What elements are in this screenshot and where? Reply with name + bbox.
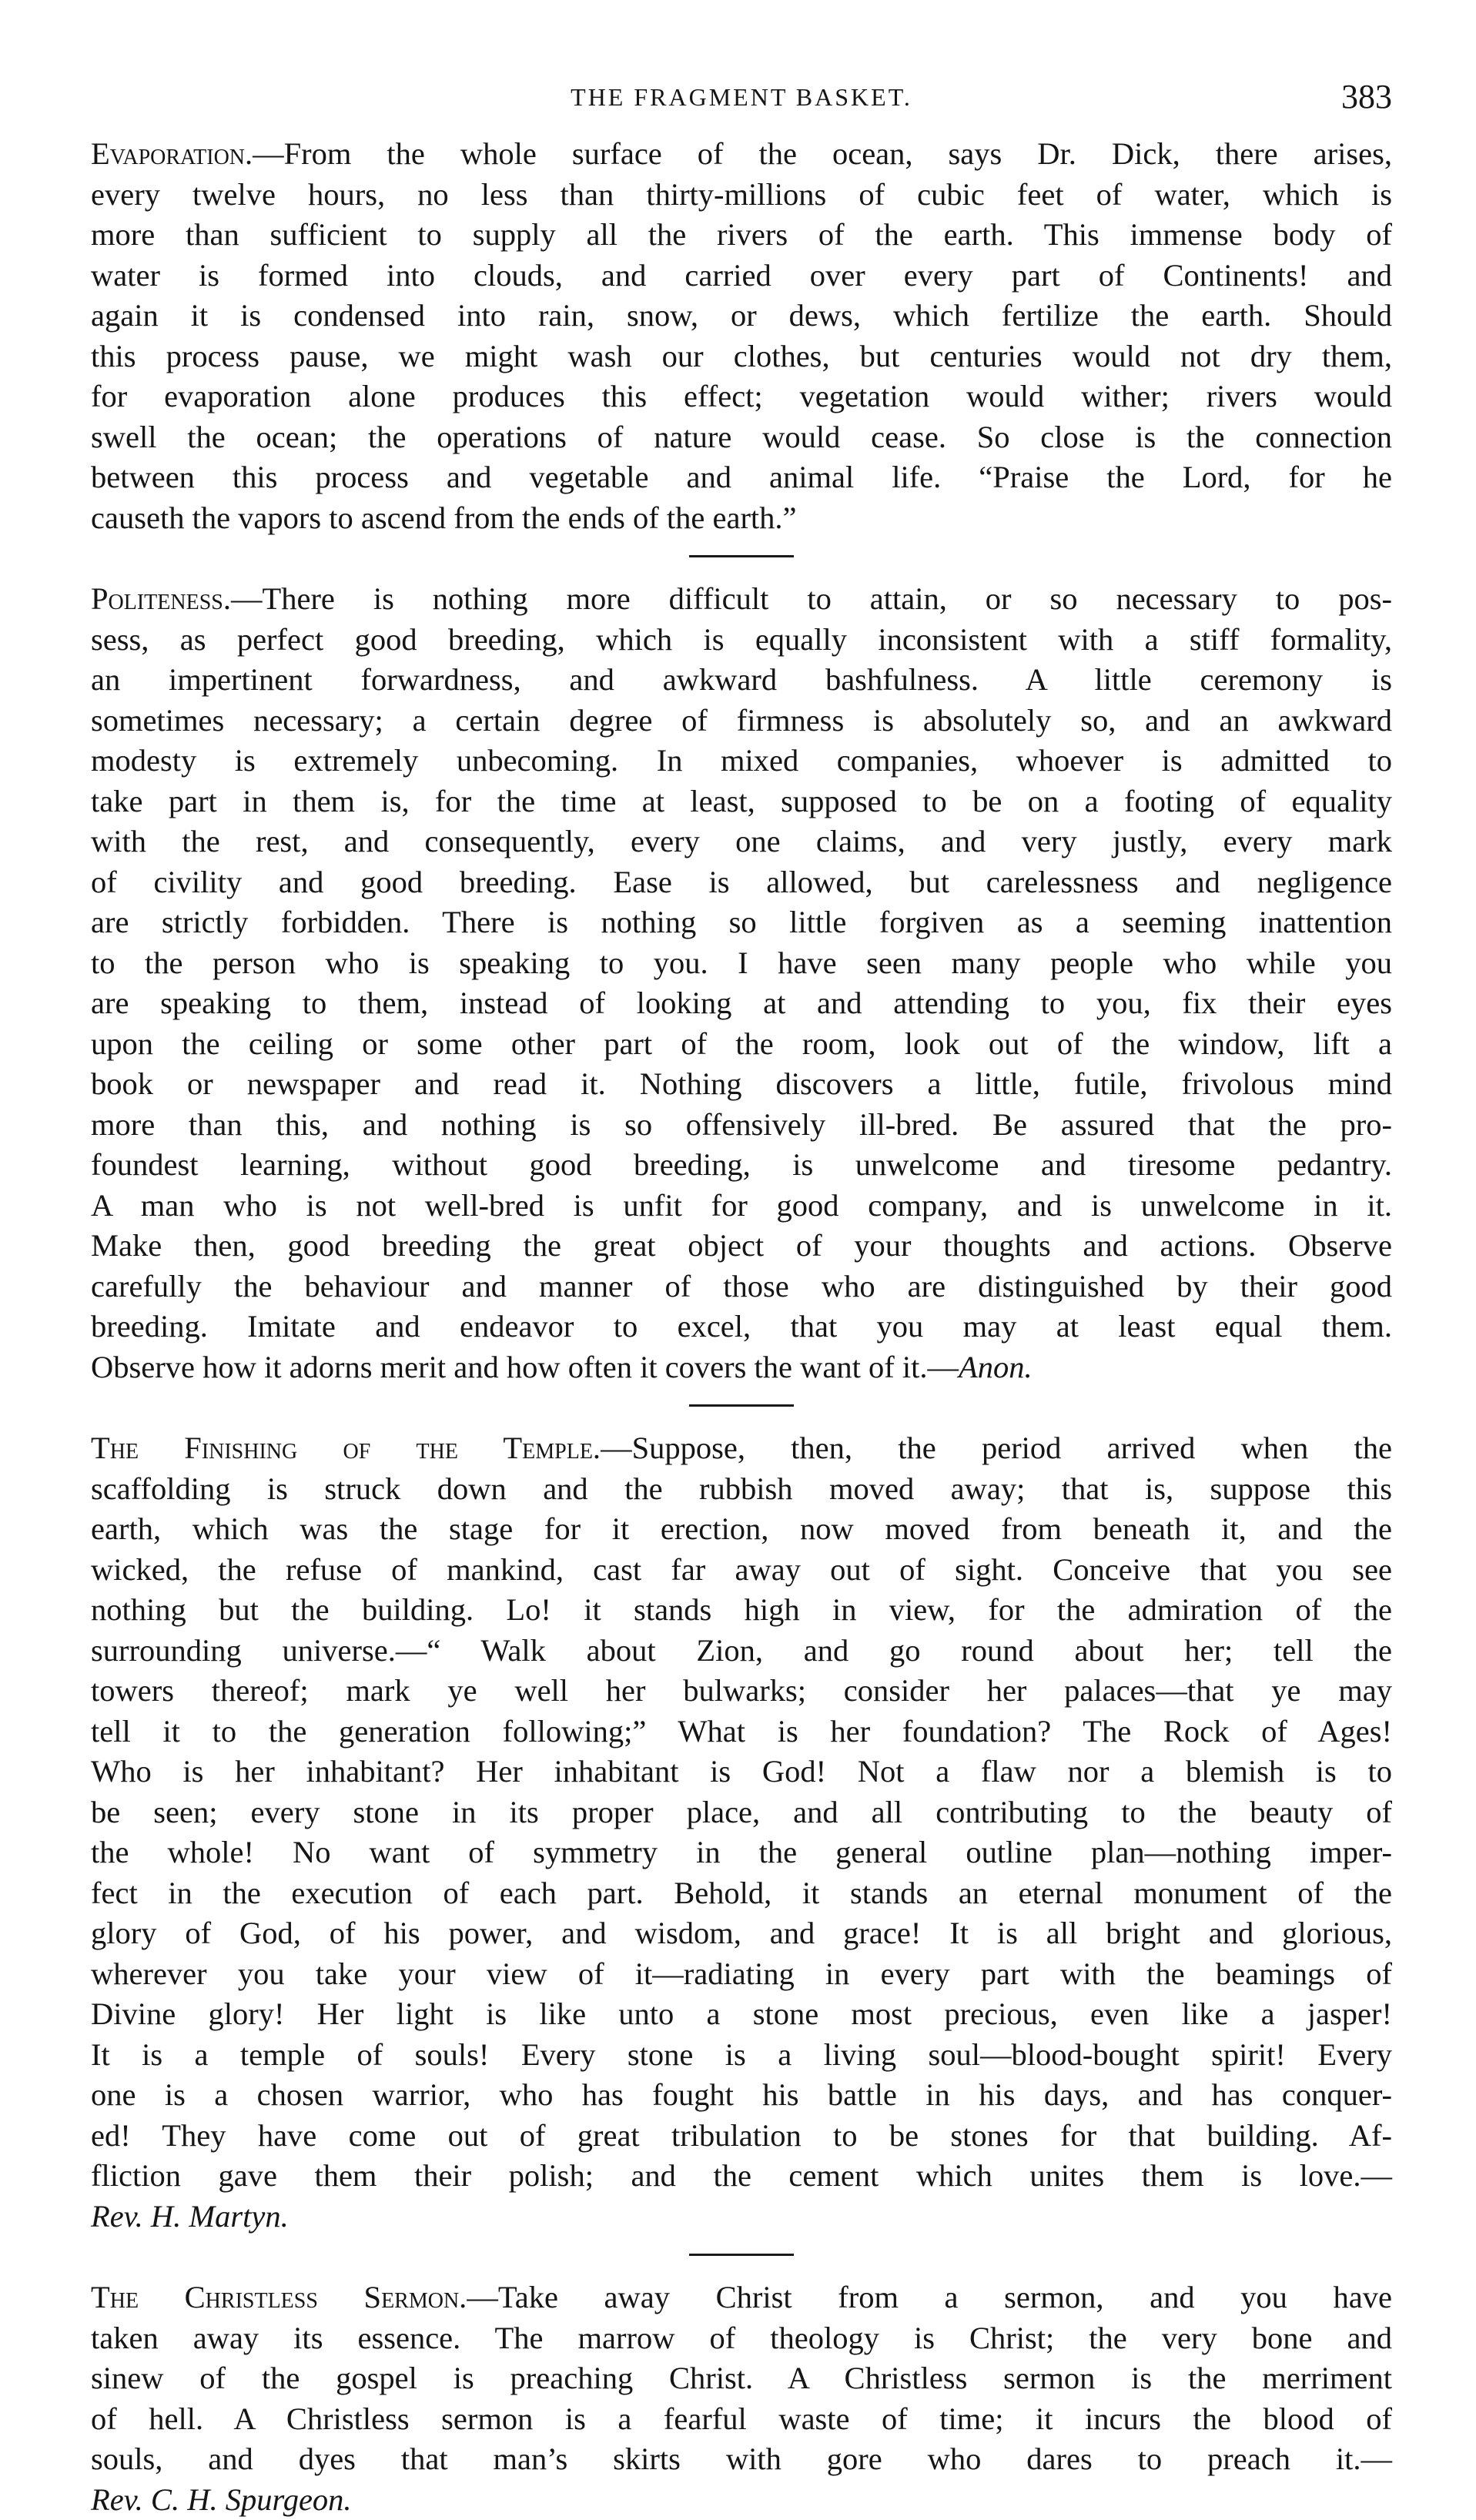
- text-line: [91, 1509, 1392, 1550]
- line-text: for evaporation alone produces this effect; vegetation would wither; rivers would: [91, 379, 1392, 413]
- line-text: the whole! No want of symmetry in the general outline plan—nothing imper-: [91, 1835, 1392, 1869]
- line-text: every twelve hours, no less than thirty-millions of cubic feet of water, which is: [91, 177, 1392, 212]
- line-text: souls, and dyes that man’s skirts with gore who dares to preach it.—: [91, 2441, 1392, 2476]
- text-line: [91, 2156, 1392, 2197]
- article-author: Rev. C. H. Spurgeon.: [91, 2482, 352, 2517]
- line-text: fliction gave them their polish; and the cement which unites them is love.—: [91, 2158, 1392, 2193]
- line-text: are strictly forbidden. There is nothing so little forgiven as a seeming inattention: [91, 905, 1392, 939]
- text-line: [91, 1752, 1392, 1792]
- text-line: [91, 1105, 1392, 1146]
- article-author: Anon.: [959, 1350, 1033, 1384]
- line-text: tell it to the generation following;” What is her foundation? The Rock of Ages!: [91, 1714, 1392, 1749]
- text-line: [91, 1631, 1392, 1672]
- article-title: Evaporation.: [91, 136, 253, 171]
- line-text: are speaking to them, instead of looking at and attending to you, fix their eyes: [91, 986, 1392, 1020]
- text-line: [91, 1267, 1392, 1307]
- line-text: taken away its essence. The marrow of theology is Christ; the very bone and: [91, 2321, 1392, 2355]
- line-text: swell the ocean; the operations of nature would cease. So close is the connection: [91, 420, 1392, 454]
- text-line: [91, 1712, 1392, 1752]
- text-line: [91, 579, 1392, 620]
- line-text: earth, which was the stage for it erection, now moved from beneath it, and the: [91, 1511, 1392, 1546]
- article-title: Politeness.: [91, 581, 231, 616]
- section-divider: [689, 1404, 794, 1407]
- line-text: Who is her inhabitant? Her inhabitant is God! Not a flaw nor a blemish is to: [91, 1754, 1392, 1789]
- text-line: [91, 457, 1392, 498]
- line-text: breeding. Imitate and endeavor to excel, that you may at least equal them.: [91, 1309, 1392, 1344]
- line-text: with the rest, and consequently, every one claims, and very justly, every mark: [91, 824, 1392, 858]
- text-line: [91, 822, 1392, 862]
- text-line: [91, 1226, 1392, 1267]
- line-text: more than sufficient to supply all the rivers of the earth. This immense body of: [91, 217, 1392, 252]
- text-line: [91, 1913, 1392, 1954]
- text-line: [91, 256, 1392, 296]
- line-text: fect in the execution of each part. Behold, it stands an eternal monument of the: [91, 1876, 1392, 1910]
- text-line: [91, 2439, 1392, 2480]
- text-line: [91, 1347, 1392, 1388]
- line-text: —There is nothing more difficult to attain, or so necessary to pos-: [231, 581, 1392, 616]
- text-line: [91, 1469, 1392, 1510]
- text-line: [91, 902, 1392, 943]
- text-line: [91, 943, 1392, 984]
- line-text: upon the ceiling or some other part of the room, look out of the window, lift a: [91, 1026, 1392, 1061]
- running-title: THE FRAGMENT BASKET.: [91, 83, 1392, 112]
- text-line: [91, 1954, 1392, 1995]
- text-line: [91, 2399, 1392, 2440]
- line-text: sinew of the gospel is preaching Christ. A Christless sermon is the merriment: [91, 2361, 1392, 2395]
- article-finishing-of-the-temple: [91, 1428, 1392, 2237]
- text-line: [91, 1550, 1392, 1591]
- line-text: an impertinent forwardness, and awkward bashfulness. A little ceremony is: [91, 662, 1392, 697]
- line-text: It is a temple of souls! Every stone is a living soul—blood-bought spirit! Every: [91, 2037, 1392, 2072]
- text-line: [91, 336, 1392, 377]
- line-text: between this process and vegetable and animal life. “Praise the Lord, for he: [91, 460, 1392, 494]
- line-text: carefully the behaviour and manner of those who are distinguished by their good: [91, 1269, 1392, 1304]
- article-author: Rev. H. Martyn.: [91, 2199, 289, 2234]
- text-line: [91, 1428, 1392, 1469]
- text-line: [91, 1024, 1392, 1065]
- article-christless-sermon: [91, 2277, 1392, 2520]
- line-text: again it is condensed into rain, snow, or dews, which fertilize the earth. Should: [91, 298, 1392, 333]
- text-line: [91, 1994, 1392, 2035]
- text-line: [91, 175, 1392, 216]
- line-text: sometimes necessary; a certain degree of firmness is absolutely so, and an awkward: [91, 703, 1392, 738]
- text-line: [91, 296, 1392, 336]
- line-text: Make then, good breeding the great object of your thoughts and actions. Observe: [91, 1228, 1392, 1263]
- line-text: book or newspaper and read it. Nothing discovers a little, futile, frivolous mind: [91, 1066, 1392, 1101]
- text-line: [91, 1832, 1392, 1873]
- line-text: water is formed into clouds, and carried over every part of Continents! and: [91, 258, 1392, 293]
- text-line: [91, 701, 1392, 741]
- page: [91, 77, 1392, 2520]
- text-line: [91, 2075, 1392, 2116]
- text-line: [91, 2197, 1392, 2237]
- line-text: ed! They have come out of great tribulation to be stones for that building. Af-: [91, 2118, 1392, 2153]
- line-text: —Take away Christ from a sermon, and you have: [467, 2280, 1392, 2314]
- line-text: causeth the vapors to ascend from the ends of the earth.”: [91, 500, 797, 535]
- text-line: [91, 983, 1392, 1024]
- line-text: more than this, and nothing is so offensively ill-bred. Be assured that the pro-: [91, 1107, 1392, 1142]
- line-text: —Suppose, then, the period arrived when the: [601, 1431, 1392, 1465]
- text-line: [91, 498, 1392, 539]
- text-line: [91, 1145, 1392, 1186]
- page-number: 383: [1341, 77, 1392, 116]
- text-line: [91, 2277, 1392, 2318]
- line-text: take part in them is, for the time at least, supposed to be on a footing of equality: [91, 784, 1392, 818]
- article-title: The Finishing of the Temple.: [91, 1431, 601, 1465]
- text-line: [91, 2035, 1392, 2076]
- line-text: Divine glory! Her light is like unto a stone most precious, even like a jasper!: [91, 1996, 1392, 2031]
- text-line: [91, 2358, 1392, 2399]
- text-line: [91, 1307, 1392, 1347]
- text-line: [91, 376, 1392, 417]
- text-line: [91, 1792, 1392, 1833]
- article-title: The Christless Sermon.: [91, 2280, 467, 2314]
- line-text: glory of God, of his power, and wisdom, and grace! It is all bright and glorious,: [91, 1916, 1392, 1950]
- line-text: of hell. A Christless sermon is a fearful waste of time; it incurs the blood of: [91, 2401, 1392, 2436]
- line-text: to the person who is speaking to you. I have seen many people who while you: [91, 945, 1392, 980]
- line-text: nothing but the building. Lo! it stands high in view, for the admiration of the: [91, 1592, 1392, 1627]
- line-text: sess, as perfect good breeding, which is equally inconsistent with a stiff formality,: [91, 622, 1392, 657]
- line-text: wherever you take your view of it—radiating in every part with the beamings of: [91, 1956, 1392, 1991]
- text-line: [91, 134, 1392, 175]
- text-line: [91, 1590, 1392, 1631]
- line-text: wicked, the refuse of mankind, cast far away out of sight. Conceive that you see: [91, 1552, 1392, 1587]
- line-text: A man who is not well-bred is unfit for good company, and is unwelcome in it.: [91, 1188, 1392, 1223]
- line-text: modesty is extremely unbecoming. In mixed companies, whoever is admitted to: [91, 743, 1392, 778]
- article-evaporation: [91, 134, 1392, 538]
- text-line: [91, 1671, 1392, 1712]
- text-line: [91, 2318, 1392, 2359]
- text-line: [91, 1186, 1392, 1227]
- line-text: Observe how it adorns merit and how often it covers the want of it.—: [91, 1350, 959, 1384]
- text-line: [91, 215, 1392, 256]
- text-line: [91, 1873, 1392, 1914]
- line-text: scaffolding is struck down and the rubbish moved away; that is, suppose this: [91, 1471, 1392, 1506]
- line-text: —From the whole surface of the ocean, says Dr. Dick, there arises,: [253, 136, 1392, 171]
- text-line: [91, 2116, 1392, 2157]
- section-divider: [689, 2254, 794, 2256]
- line-text: foundest learning, without good breeding, is unwelcome and tiresome pedantry.: [91, 1147, 1392, 1182]
- line-text: be seen; every stone in its proper place, and all contributing to the beauty of: [91, 1795, 1392, 1829]
- line-text: of civility and good breeding. Ease is allowed, but carelessness and negligence: [91, 865, 1392, 899]
- text-line: [91, 620, 1392, 661]
- text-line: [91, 1064, 1392, 1105]
- text-line: [91, 862, 1392, 903]
- text-line: [91, 781, 1392, 822]
- article-politeness: [91, 579, 1392, 1387]
- text-line: [91, 417, 1392, 458]
- text-line: [91, 741, 1392, 781]
- page-header: [91, 77, 1392, 123]
- line-text: this process pause, we might wash our clothes, but centuries would not dry them,: [91, 339, 1392, 373]
- text-line: [91, 660, 1392, 701]
- line-text: towers thereof; mark ye well her bulwarks; consider her palaces—that ye may: [91, 1673, 1392, 1708]
- section-divider: [689, 555, 794, 557]
- line-text: one is a chosen warrior, who has fought his battle in his days, and has conquer-: [91, 2077, 1392, 2112]
- line-text: surrounding universe.—“ Walk about Zion, and go round about her; tell the: [91, 1633, 1392, 1668]
- text-line: [91, 2480, 1392, 2520]
